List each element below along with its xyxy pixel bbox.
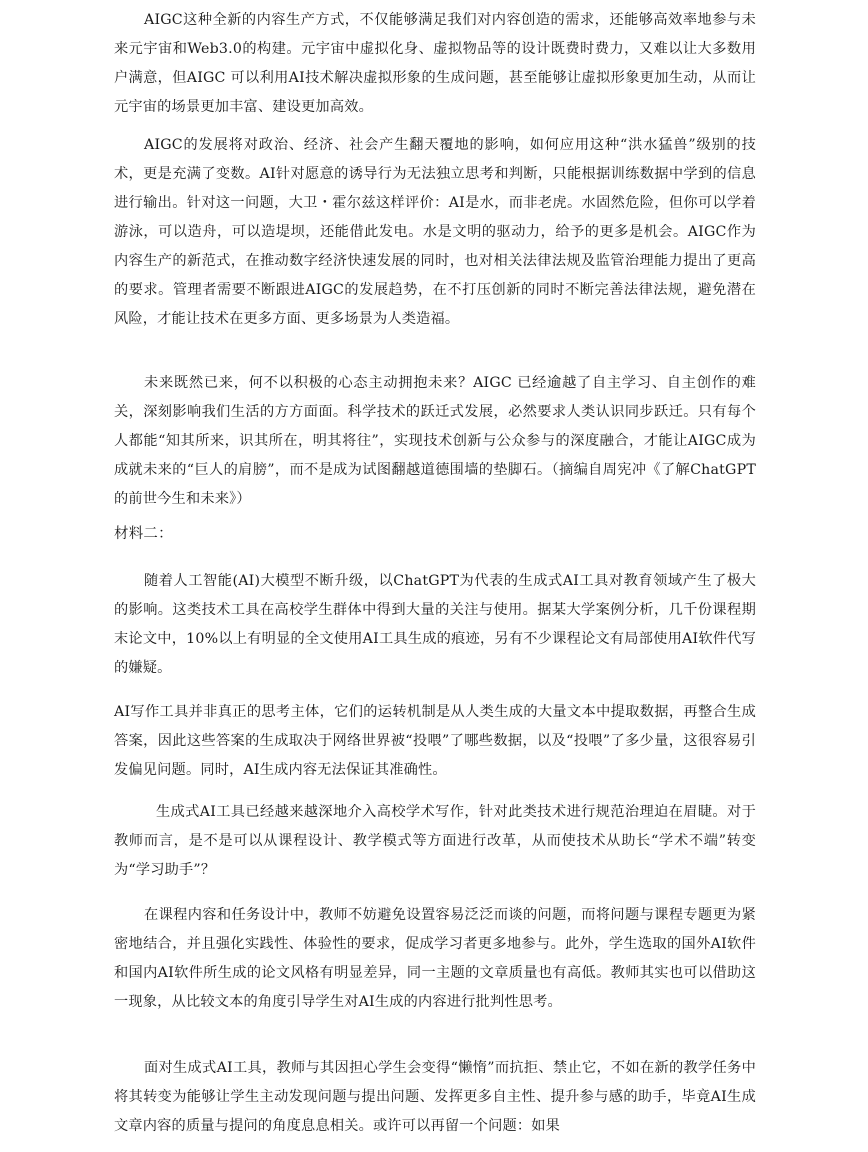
paragraph-6: 生成式AI工具已经越来越深地介入高校学术写作，针对此类技术进行规范治理迫在眉睫。对于教师而言，是不是可以从课程设计、教学模式等方面进行改革，从而使技术从助长“学术不端”转变为“学习助手”？: [114, 804, 756, 878]
paragraph-4: 随着人工智能(AI)大模型不断升级，以ChatGPT为代表的生成式AI工具对教育领域产生了极大的影响。这类技术工具在高校学生群体中得到大量的关注与使用。据某大学案例分析，几千份课程期末论文中，10%以上有明显的全文使用AI工具生成的痕迹，另有不少课程论文有局部使用AI软件代写的嫌疑。: [114, 573, 756, 676]
section-heading: 材料二：: [114, 526, 173, 542]
paragraph-5: AI写作工具并非真正的思考主体，它们的运转机制是从人类生成的大量文本中提取数据，再整合生成答案，因此这些答案的生成取决于网络世界被“投喂”了哪些数据，以及“投喂”了多少量，这很容易引发偏见问题。同时，AI生成内容无法保证其准确性。: [114, 704, 756, 778]
paragraph-3: 未来既然已来，何不以积极的心态主动拥抱未来？AIGC 已经逾越了自主学习、自主创作的难关，深刻影响我们生活的方方面面。科学技术的跃迁式发展，必然要求人类认识同步跃迁。只有每个人都能“知其所来，识其所在，明其将往”，实现技术创新与公众参与的深度融合，才能让AIGC成为成就未来的“巨人的肩膀”，而不是成为试图翻越道德围墙的垫脚石。（摘编自周宪冲《了解ChatGPT 的前世今生和未来》）: [114, 375, 756, 507]
paragraph-1: AIGC这种全新的内容生产方式，不仅能够满足我们对内容创造的需求，还能够高效率地参与未来元宇宙和Web3.0的构建。元宇宙中虚拟化身、虚拟物品等的设计既费时费力，又难以让大多数用户满意，但AIGC 可以利用AI技术解决虚拟形象的生成问题，甚至能够让虚拟形象更加生动，从而让元宇宙的场景更加丰富、建设更加高效。: [114, 12, 756, 115]
paragraph-7: 在课程内容和任务设计中，教师不妨避免设置容易泛泛而谈的问题，而将问题与课程专题更为紧密地结合，并且强化实践性、体验性的要求，促成学习者更多地参与。此外，学生选取的国外AI软件和国内AI软件所生成的论文风格有明显差异，同一主题的文章质量也有高低。教师其实也可以借助这一现象，从比较文本的角度引导学生对AI生成的内容进行批判性思考。: [114, 907, 756, 1010]
paragraph-2: AIGC的发展将对政治、经济、社会产生翻天覆地的影响，如何应用这种“洪水猛兽”级别的技术，更是充满了变数。AI针对愿意的诱导行为无法独立思考和判断，只能根据训练数据中学到的信息进行输出。针对这一问题，大卫・霍尔兹这样评价：AI是水，而非老虎。水固然危险，但你可以学着游泳，可以造舟，可以造堤坝，还能借此发电。水是文明的驱动力，给予的更多是机会。AIGC作为内容生产的新范式，在推动数字经济快速发展的同时，也对相关法律法规及监管治理能力提出了更高的要求。管理者需要不断跟进AIGC的发展趋势，在不打压创新的同时不断完善法律法规，避免潜在风险，才能让技术在更多方面、更多场景为人类造福。: [114, 137, 756, 327]
paragraph-8: 面对生成式AI工具，教师与其因担心学生会变得“懒惰”而抗拒、禁止它，不如在新的教学任务中将其转变为能够让学生主动发现问题与提出问题、发挥更多自主性、提升参与感的助手，毕竟AI生成文章内容的质量与提问的角度息息相关。或许可以再留一个问题：如果: [114, 1060, 756, 1134]
